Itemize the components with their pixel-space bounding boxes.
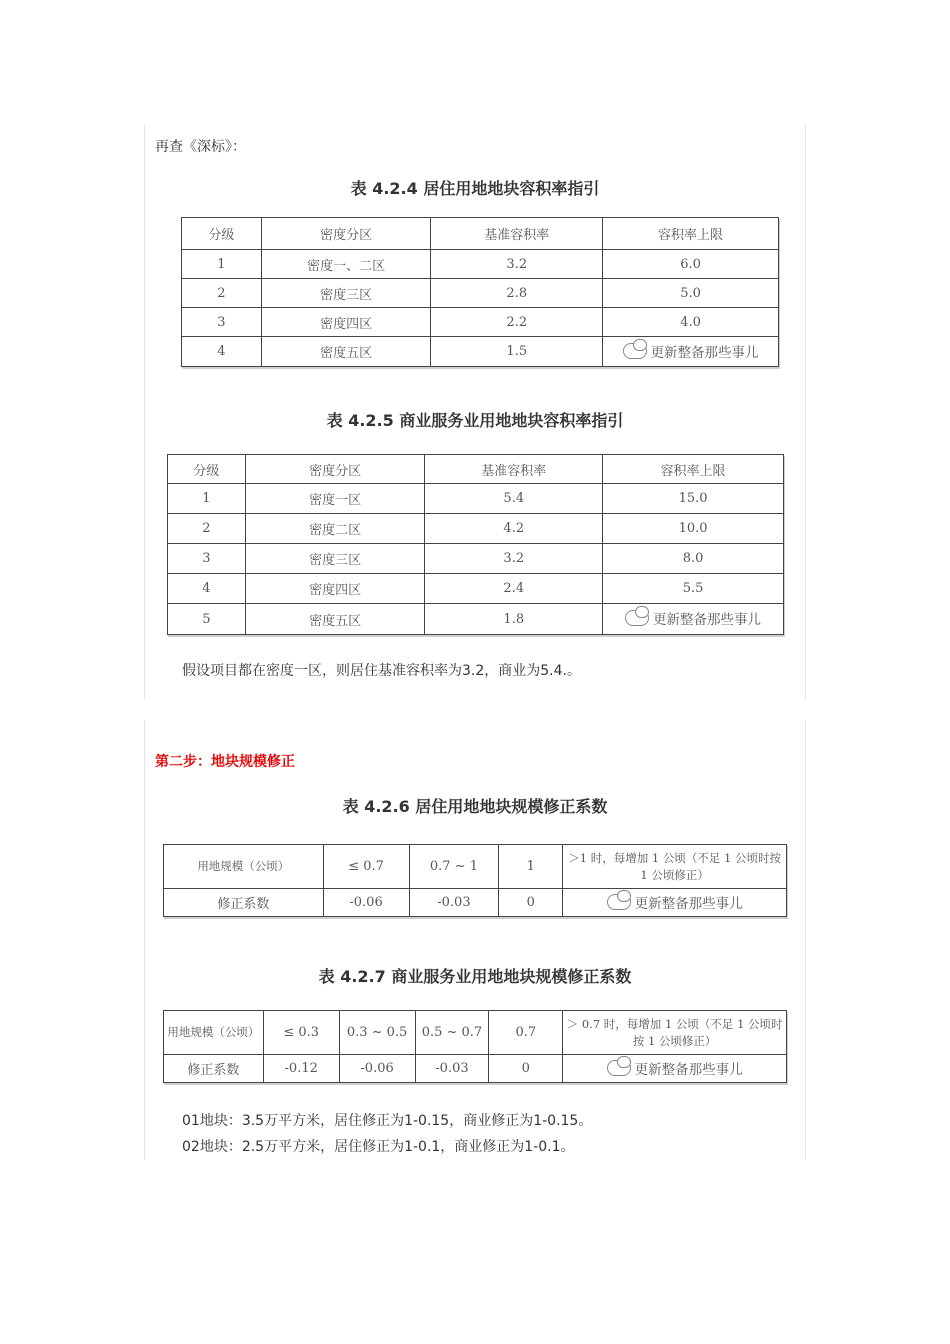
watermark-text: 更新整备那些事儿	[634, 1061, 743, 1078]
table-cell: 1	[168, 484, 246, 514]
step-2-heading: 第二步：地块规模修正	[155, 754, 295, 770]
content-panel-2	[144, 720, 806, 1160]
table-row	[164, 889, 787, 917]
table-cell: 3	[182, 308, 262, 337]
table-cell: 修正系数	[164, 889, 324, 917]
table-cell: 密度四区	[245, 574, 425, 604]
table-cell: 密度二区	[245, 514, 425, 544]
table-row	[164, 845, 787, 889]
column-header: 分级	[182, 218, 262, 250]
table-cell: 0	[499, 889, 563, 917]
table-cell: ＞1 时，每增加 1 公顷（不足 1 公顷时按 1 公顷修正）	[563, 845, 787, 889]
table-row	[168, 514, 784, 544]
watermark-cell	[563, 889, 787, 917]
watermark	[623, 341, 759, 361]
table-row	[164, 1055, 787, 1083]
table-cell: 4.0	[603, 308, 779, 337]
table-row	[182, 279, 779, 308]
table-cell: 3.2	[431, 250, 603, 279]
table-4-2-4	[181, 217, 779, 367]
table-row	[182, 308, 779, 337]
table-cell: -0.03	[409, 889, 499, 917]
table-cell: 1	[182, 250, 262, 279]
table-cell: 5.4	[425, 484, 603, 514]
table-cell: 0.7	[489, 1011, 563, 1055]
table-cell: 密度一区	[245, 484, 425, 514]
table-cell: 3	[168, 544, 246, 574]
table-cell: -0.06	[323, 889, 409, 917]
table-cell: 4	[182, 337, 262, 367]
intro-text: 再查《深标》：	[155, 139, 246, 155]
table-4-2-4-caption: 表 4.2.4 居住用地地块容积率指引	[350, 179, 600, 198]
paragraph-plot-01: 01地块：3.5万平方米，居住修正为1-0.15，商业修正为1-0.15。	[182, 1113, 593, 1129]
content-panel-1	[144, 124, 806, 700]
table-4-2-5-caption: 表 4.2.5 商业服务业用地地块容积率指引	[326, 411, 624, 430]
watermark-text: 更新整备那些事儿	[650, 344, 759, 361]
table-cell: 3.2	[425, 544, 603, 574]
table-cell: -0.12	[263, 1055, 339, 1083]
table-cell: 1.8	[425, 604, 603, 635]
wechat-icon	[625, 610, 649, 626]
watermark-text: 更新整备那些事儿	[653, 612, 762, 628]
table-cell: -0.03	[415, 1055, 489, 1083]
table-cell: ≤ 0.3	[263, 1011, 339, 1055]
table-cell: 1.5	[431, 337, 603, 367]
table-cell: 0.3 ~ 0.5	[339, 1011, 415, 1055]
wechat-icon	[607, 1060, 631, 1076]
table-cell: 15.0	[603, 484, 784, 514]
table-cell: 1	[499, 845, 563, 889]
table-cell: 6.0	[603, 250, 779, 279]
table-cell: 5.5	[603, 574, 784, 604]
table-cell: 用地规模（公顷）	[164, 1011, 264, 1055]
wechat-icon	[607, 894, 631, 910]
wechat-icon	[623, 343, 647, 359]
table-row	[168, 484, 784, 514]
watermark	[607, 1058, 743, 1078]
table-4-2-7-caption: 表 4.2.7 商业服务业用地地块规模修正系数	[318, 967, 632, 986]
table-4-2-7	[163, 1010, 787, 1083]
table-cell: 10.0	[603, 514, 784, 544]
column-header: 分级	[168, 455, 246, 484]
watermark-text: 更新整备那些事儿	[634, 895, 743, 912]
table-cell: 2.8	[431, 279, 603, 308]
watermark-cell	[563, 1055, 787, 1083]
table-cell: 密度三区	[245, 544, 425, 574]
table-row	[168, 604, 784, 635]
column-header: 基准容积率	[425, 455, 603, 484]
table-cell: 0	[489, 1055, 563, 1083]
table-cell: 密度四区	[261, 308, 431, 337]
table-cell: 4.2	[425, 514, 603, 544]
paragraph-assumption: 假设项目都在密度一区，则居住基准容积率为3.2，商业为5.4.。	[182, 663, 581, 679]
column-header: 密度分区	[245, 455, 425, 484]
table-4-2-6	[163, 844, 787, 917]
table-cell: 2	[168, 514, 246, 544]
paragraph-plot-02: 02地块：2.5万平方米，居住修正为1-0.1，商业修正为1-0.1。	[182, 1139, 575, 1155]
table-cell: 密度五区	[261, 337, 431, 367]
table-row	[164, 1011, 787, 1055]
table-cell: 密度五区	[245, 604, 425, 635]
table-cell: 2	[182, 279, 262, 308]
table-cell: ＞ 0.7 时，每增加 1 公顷（不足 1 公顷时按 1 公顷修正）	[563, 1011, 787, 1055]
column-header: 基准容积率	[431, 218, 603, 250]
table-cell: 2.2	[431, 308, 603, 337]
table-cell: 8.0	[603, 544, 784, 574]
table-cell: ≤ 0.7	[323, 845, 409, 889]
table-cell: 用地规模（公顷）	[164, 845, 324, 889]
table-cell: 密度一、二区	[261, 250, 431, 279]
column-header: 容积率上限	[603, 455, 784, 484]
table-cell: 5	[168, 604, 246, 635]
table-header-row	[168, 455, 784, 484]
table-cell: 2.4	[425, 574, 603, 604]
table-header-row	[182, 218, 779, 250]
column-header: 密度分区	[261, 218, 431, 250]
table-cell: 0.5 ~ 0.7	[415, 1011, 489, 1055]
table-4-2-6-caption: 表 4.2.6 居住用地地块规模修正系数	[342, 797, 608, 816]
table-cell: -0.06	[339, 1055, 415, 1083]
watermark	[625, 608, 761, 628]
table-4-2-5	[167, 454, 784, 635]
table-cell: 5.0	[603, 279, 779, 308]
watermark-cell	[603, 337, 779, 367]
table-cell: 4	[168, 574, 246, 604]
table-row	[182, 337, 779, 367]
table-cell: 修正系数	[164, 1055, 264, 1083]
table-cell: 0.7 ~ 1	[409, 845, 499, 889]
table-row	[182, 250, 779, 279]
watermark	[607, 892, 743, 912]
table-row	[168, 544, 784, 574]
table-cell: 密度三区	[261, 279, 431, 308]
table-row	[168, 574, 784, 604]
watermark-cell	[603, 604, 784, 635]
column-header: 容积率上限	[603, 218, 779, 250]
